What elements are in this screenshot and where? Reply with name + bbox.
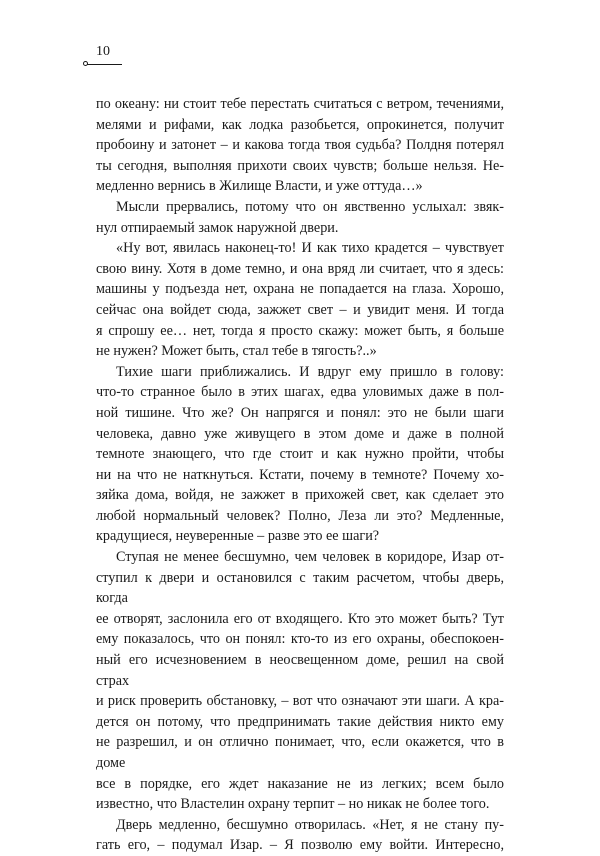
paragraph xyxy=(96,94,504,197)
page-number: 10 xyxy=(96,44,110,59)
text-line: ее отворят, заслонила его от входящего. Кто это может быть? Тут xyxy=(96,610,504,627)
paragraph xyxy=(96,197,504,238)
paragraph xyxy=(96,238,504,362)
text-line: сейчас она войдет сюда, зажжет свет – и увидит меня. И тогда xyxy=(96,301,504,318)
text-line: известно, что Властелин охрану терпит – но никак не более того. xyxy=(96,796,490,813)
folio-rule xyxy=(86,64,122,65)
paragraph xyxy=(96,362,504,547)
body-text xyxy=(96,94,504,856)
text-line: не нужен? Может быть, стал тебе в тягость?..» xyxy=(96,343,377,360)
text-line: все в порядке, его ждет наказание не из легких; всем было xyxy=(96,775,504,792)
text-line: человека, давно уже живущего в этом доме и даже в полной xyxy=(96,425,504,442)
text-line: пробоину и затонет – и какова тогда твоя судьба? Полдня потерял xyxy=(96,137,504,154)
text-line: ный его исчезновением в неосвещенном доме, решил на свой страх xyxy=(96,652,504,689)
text-line: и риск проверить обстановку, – вот что означают эти шаги. А кра- xyxy=(96,693,504,710)
text-line: Ступая не менее бесшумно, чем человек в коридоре, Изар от- xyxy=(116,549,504,566)
text-line: медленно вернись в Жилище Власти, и уже оттуда…» xyxy=(96,178,423,195)
text-line: свою вину. Хотя в доме темно, и она вряд ли считает, что я здесь: xyxy=(96,260,504,277)
text-line: дется он потому, что предпринимать такие действия никто ему xyxy=(96,713,504,730)
text-line: гать его, – подумал Изар. – Я позволю ему войти. Интересно, xyxy=(96,837,504,854)
text-line: крадущиеся, неуверенные – разве это ее шаги? xyxy=(96,528,380,545)
paragraph xyxy=(96,547,504,815)
text-line: что-то странное было в этих шагах, едва уловимых даже в пол- xyxy=(96,384,504,401)
text-line: зяйка дома, войдя, не зажжет в прихожей свет, как сделает это xyxy=(96,487,504,504)
text-line: ни на что не наткнуться. Кстати, почему в темноте? Почему хо- xyxy=(96,466,504,483)
text-line: Мысли прервались, потому что он явственно услыхал: звяк- xyxy=(116,198,504,215)
text-line: темноте знающего, что где стоит и как нужно пройти, чтобы xyxy=(96,446,504,463)
text-line: не разрешил, и он отлично понимает, что, если окажется, что в доме xyxy=(96,734,504,771)
text-line: машины у подъезда нет, охрана не попадается на глаза. Хорошо, xyxy=(96,281,504,298)
text-line: по океану: ни стоит тебе перестать считаться с ветром, течениями, xyxy=(96,96,504,112)
text-line: мелями и рифами, как лодка разобьется, опрокинется, получит xyxy=(96,116,504,133)
text-line: нул отпираемый замок наружной двери. xyxy=(96,219,339,236)
text-line: «Ну вот, явилась наконец-то! И как тихо крадется – чувствует xyxy=(116,240,504,257)
folio-ornament-dot xyxy=(83,61,88,66)
text-line: ступил к двери и остановился с таким расчетом, чтобы дверь, когда xyxy=(96,569,504,607)
text-line: ты сегодня, выполняя прихоти своих чувств; больше нельзя. Не- xyxy=(96,157,504,174)
text-line: ему показалось, что он понял: кто-то из его охраны, обеспокоен- xyxy=(96,631,504,648)
text-line: любой нормальный человек? Полно, Леза ли это? Медленные, xyxy=(96,507,504,524)
paragraph xyxy=(96,815,504,856)
text-line: я спрошу ее… нет, тогда я просто скажу: может быть, я больше xyxy=(96,322,504,339)
text-line: ной тишине. Что же? Он напрягся и понял: это не были шаги xyxy=(96,404,504,421)
text-line: Тихие шаги приближались. И вдруг ему пришло в голову: xyxy=(116,363,504,380)
text-line: Дверь медленно, бесшумно отворилась. «Нет, я не стану пу- xyxy=(116,816,504,833)
